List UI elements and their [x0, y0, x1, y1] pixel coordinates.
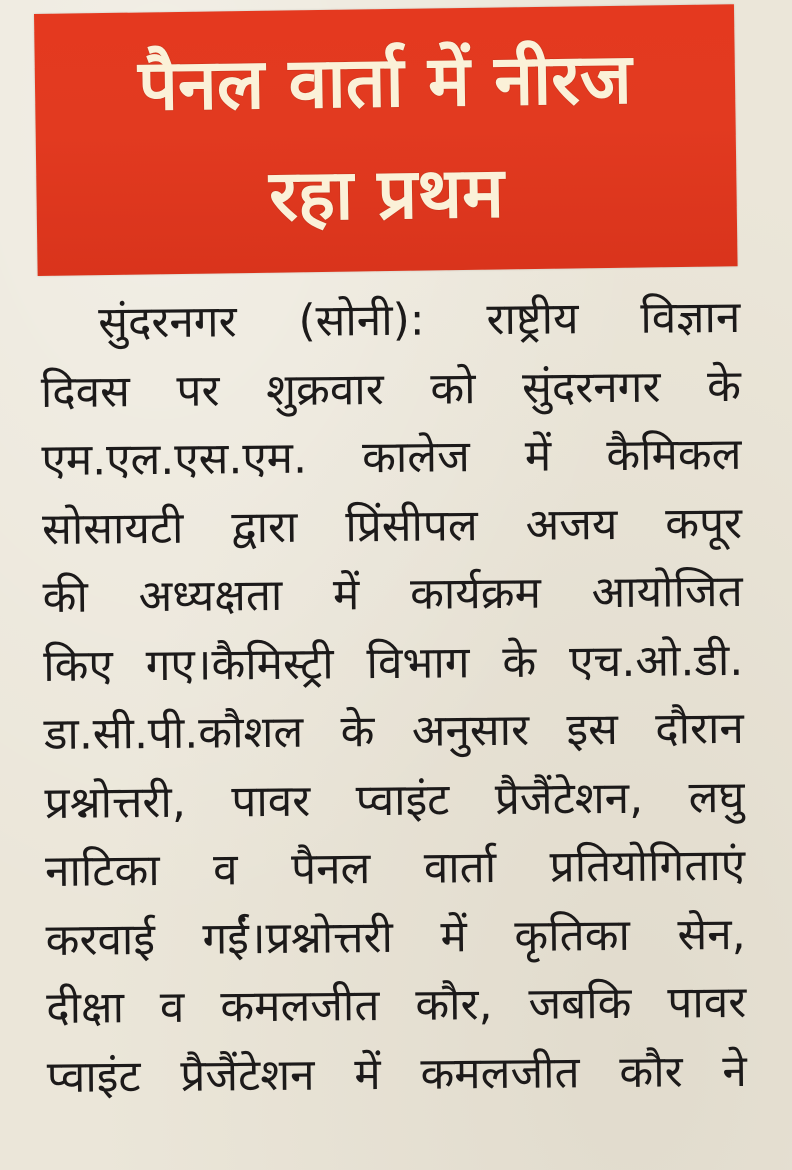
article-line: करवाई गईं।प्रश्नोत्तरी में कृतिका सेन, [45, 908, 746, 966]
headline-line-2: रहा प्रथम [268, 151, 505, 237]
article-line: की अध्यक्षता में कार्यक्रम आयोजित [42, 565, 743, 623]
article-line: दिवस पर शुक्रवार को सुंदरनगर के [40, 360, 742, 418]
article-line: सोसायटी द्वारा प्रिंसीपल अजय कपूर [41, 497, 743, 555]
article-line: एम.एल.एस.एम. कालेज में कैमिकल [41, 428, 742, 486]
headline-line-1: पैनल वार्ता में नीरज [137, 37, 633, 127]
article-body [40, 284, 747, 1112]
article-line: दीक्षा व कमलजीत कौर, जबकि पावर [46, 976, 747, 1034]
article-line: सुंदरनगर (सोनी): राष्ट्रीय विज्ञान [98, 291, 741, 349]
article-line: प्वाइंट प्रैजैंटेशन में कमलजीत कौर ने [46, 1045, 748, 1103]
article-line: नाटिका व पैनल वार्ता प्रतियोगिताएं [44, 839, 746, 897]
article-line: किए गए।कैमिस्ट्री विभाग के एच.ओ.डी. [43, 634, 744, 692]
article-line: डा.सी.पी.कौशल के अनुसार इस दौरान [43, 702, 745, 760]
headline-banner [34, 4, 738, 276]
article-line: प्रश्नोत्तरी, पावर प्वाइंट प्रैजैंटेशन, लघु [44, 771, 745, 829]
